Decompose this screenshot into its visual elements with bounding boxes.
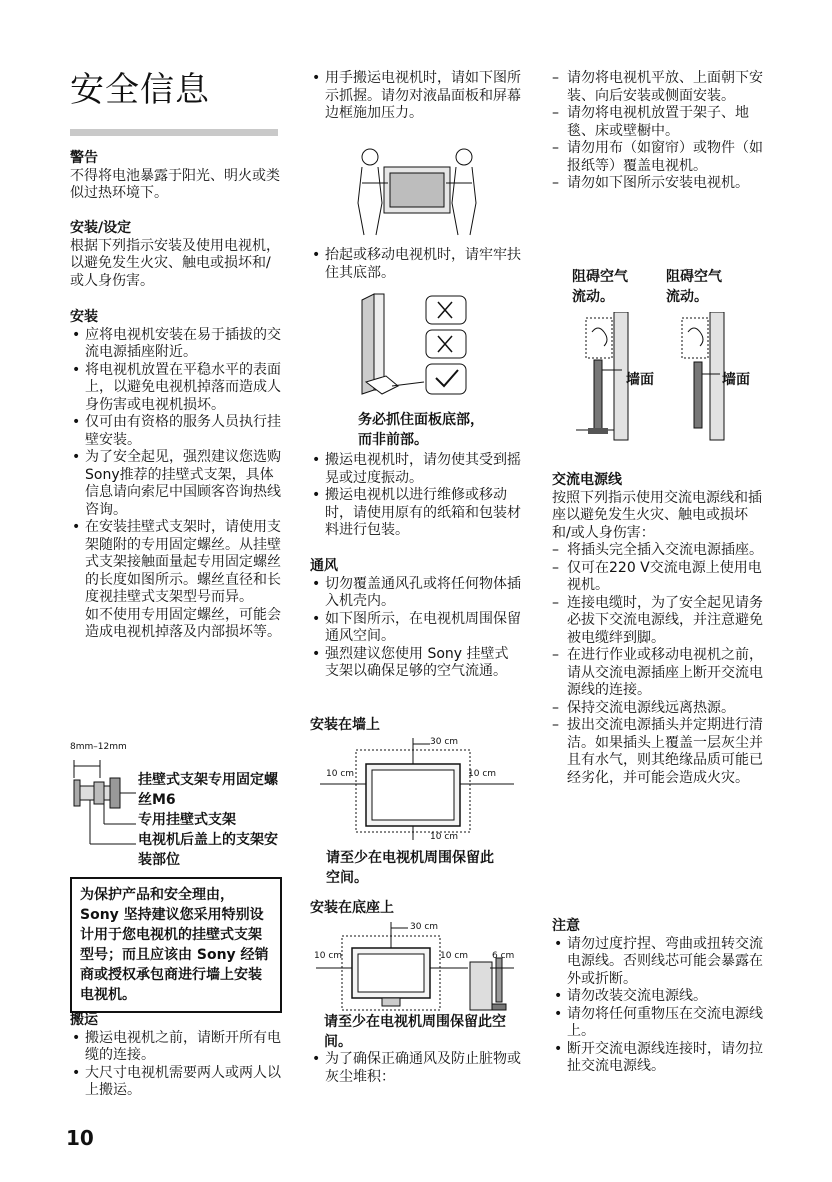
list-item: • 抬起或移动电视机时，请牢牢扶住其底部。: [310, 247, 522, 282]
airflow-label-left: 阻碍空气流动。: [572, 269, 628, 305]
list-item: • 切勿覆盖通风孔或将任何物体插入机壳内。: [310, 576, 522, 611]
power-cord-text: 按照下列指示使用交流电源线和插座以避免发生火灾、触电或损坏和/或人身伤害：: [552, 489, 762, 541]
stand-dim-left: 10 cm: [314, 951, 343, 961]
stand-caption: 请至少在电视机周围保留此空间。: [324, 1014, 506, 1050]
carry-item-1: [310, 70, 522, 123]
list-item: • 用手搬运电视机时，请如下图所示抓握。请勿对液晶面板和屏幕边框施加压力。: [310, 70, 522, 123]
transport-heading: 搬运: [70, 1012, 98, 1028]
wall-install-heading: 安装在墙上: [310, 717, 380, 733]
list-item: – 请勿如下图所示安装电视机。: [552, 175, 764, 193]
list-item: • 在安装挂壁式支架时，请使用支架随附的专用固定螺丝。从挂壁式支架接触面量起专用固定螺丝的长度如图所示。螺丝直径和长度视挂壁式支架型号而异。: [70, 519, 282, 607]
grip-caption: 务必抓住面板底部，而非前部。: [358, 412, 484, 448]
screw-diagram: [70, 742, 282, 867]
screw-label-3: 电视机后盖上的支架安装部位: [138, 832, 278, 868]
list-item: • 应将电视机安装在易于插拔的交流电源插座附近。: [70, 327, 282, 362]
ventilation-final-item: [310, 1051, 522, 1086]
stand-clearance-illustration: [314, 920, 519, 1012]
list-item: – 在进行作业或移动电视机之前，请从交流电源插座上断开交流电源线的连接。: [552, 647, 764, 700]
wall-label-right: 墙面: [722, 372, 750, 388]
install-heading: 安装: [70, 309, 98, 325]
screw-illustration: [70, 752, 140, 867]
list-item: • 为了安全起见，强烈建议您选购Sony推荐的挂壁式支架，具体信息请向索尼中国顾客咨询热线咨询。: [70, 449, 282, 519]
page-title: 安全信息: [70, 70, 210, 110]
wall-clearance-illustration: [318, 736, 518, 842]
wall-label-left: 墙面: [626, 372, 654, 388]
list-item: • 搬运电视机以进行维修或移动时，请使用原有的纸箱和包装材料进行包装。: [310, 487, 522, 540]
list-item: • 将电视机放置在平稳水平的表面上，以避免电视机掉落而造成人身伤害或电视机损坏。: [70, 362, 282, 415]
list-item: • 断开交流电源线连接时，请勿拉扯交流电源线。: [552, 1041, 764, 1076]
screw-label-2: 专用挂壁式支架: [138, 812, 236, 828]
list-item: • 如下图所示，在电视机周围保留通风空间。: [310, 611, 522, 646]
install-section: [70, 309, 282, 642]
install-note: 如不使用专用固定螺丝，可能会造成电视机掉落及内部损坏等。: [85, 606, 281, 640]
list-item: • 请勿过度拧捏、弯曲或扭转交流电源线。否则线芯可能会暴露在外或折断。: [552, 936, 764, 989]
list-item: • 搬运电视机时，请勿使其受到摇晃或过度振动。: [310, 452, 522, 487]
ventilation-section: [310, 558, 522, 681]
ventilation-heading: 通风: [310, 558, 338, 574]
install-setup-section: [70, 220, 282, 290]
page-number: 10: [66, 1126, 94, 1150]
list-item: – 仅可在220 V交流电源上使用电视机。: [552, 560, 764, 595]
wall-dim-top: 30 cm: [430, 737, 459, 747]
placement-dash-list: [552, 70, 764, 193]
list-item: – 将插头完全插入交流电源插座。: [552, 542, 764, 560]
warning-section: [70, 150, 282, 203]
caution-heading: 注意: [552, 918, 580, 934]
stand-dim-side: 6 cm: [492, 951, 515, 961]
screw-label-1: 挂壁式支架专用固定螺丝M6: [138, 772, 278, 808]
list-item: • 请勿将任何重物压在交流电源线上。: [552, 1006, 764, 1041]
list-item: – 请勿将电视机平放、上面朝下安装、向后安装或侧面安装。: [552, 70, 764, 105]
stand-clearance-diagram: [314, 920, 519, 1012]
list-item: – 保持交流电源线远离热源。: [552, 700, 764, 718]
power-cord-section: [552, 472, 764, 787]
list-item: • 请勿改装交流电源线。: [552, 988, 764, 1006]
wall-dim-right: 10 cm: [468, 769, 497, 779]
stand-dim-right: 10 cm: [440, 951, 469, 961]
wall-dim-left: 10 cm: [326, 769, 355, 779]
list-item: • 强烈建议您使用 Sony 挂壁式支架以确保足够的空气流通。: [310, 646, 522, 681]
list-item: • 为了确保正确通风及防止脏物或灰尘堆积：: [310, 1051, 522, 1086]
warning-heading: 警告: [70, 150, 98, 166]
safety-notice-box: 为保护产品和安全理由，Sony 坚持建议您采用特别设计用于您电视机的挂壁式支架型号；而且应该由 Sony 经销商或授权承包商进行墙上安装电视机。: [70, 877, 282, 1013]
stand-install-heading: 安装在底座上: [310, 900, 394, 916]
carry-items-mid: [310, 452, 522, 540]
grip-bottom-illustration: [352, 290, 472, 405]
airflow-label-right: 阻碍空气流动。: [666, 269, 722, 305]
install-setup-text: 根据下列指示安装及使用电视机，以避免发生火灾、触电或损坏和/或人身伤害。: [70, 237, 280, 289]
wall-caption: 请至少在电视机周围保留此空间。: [326, 850, 494, 886]
screw-dimension: 8mm–12mm: [70, 742, 127, 752]
wall-dim-bottom: 10 cm: [430, 832, 459, 842]
list-item: • 大尺寸电视机需要两人或两人以上搬运。: [70, 1065, 282, 1100]
list-item: – 请勿用布（如窗帘）或物件（如报纸等）覆盖电视机。: [552, 140, 764, 175]
stand-dim-top: 30 cm: [410, 922, 439, 932]
two-people-carry-illustration: [352, 143, 482, 238]
list-item: • 仅可由有资格的服务人员执行挂壁安装。: [70, 414, 282, 449]
install-setup-heading: 安装/设定: [70, 220, 132, 236]
title-rule: [70, 129, 278, 136]
caution-section: [552, 918, 764, 1076]
list-item: • 搬运电视机之前，请断开所有电缆的连接。: [70, 1030, 282, 1065]
power-cord-heading: 交流电源线: [552, 472, 622, 488]
list-item: – 连接电缆时，为了安全起见请务必拔下交流电源线，并注意避免被电缆绊到脚。: [552, 595, 764, 648]
carry-item-2: [310, 247, 522, 282]
list-item: – 请勿将电视机放置于架子、地毯、床或壁橱中。: [552, 105, 764, 140]
transport-section: [70, 1012, 282, 1100]
warning-text: 不得将电池暴露于阳光、明火或类似过热环境下。: [70, 167, 280, 201]
wall-clearance-diagram: [318, 736, 518, 842]
list-item: – 拔出交流电源插头并定期进行清洁。如果插头上覆盖一层灰尘并且有水气，则其绝缘品质可能已经劣化，并可能会造成火灾。: [552, 717, 764, 787]
